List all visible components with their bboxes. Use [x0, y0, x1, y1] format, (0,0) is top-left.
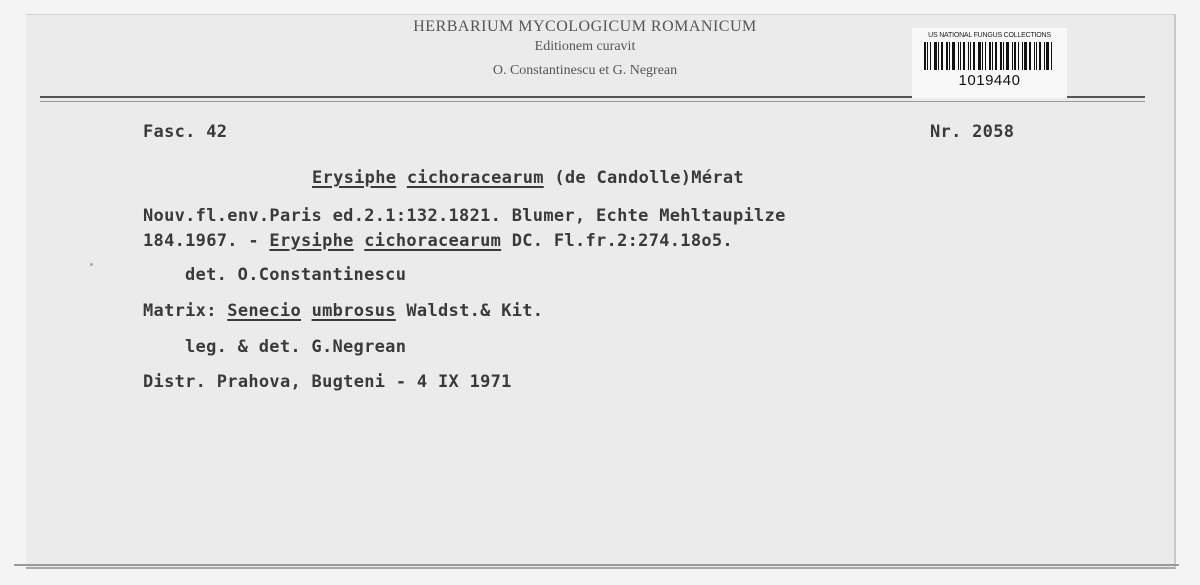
barcode-bar [985, 42, 986, 70]
barcode-bar [960, 42, 961, 70]
reference-suffix: DC. Fl.fr.2:274.18o5. [501, 231, 733, 251]
barcode-bar [934, 42, 937, 70]
barcode-bar [963, 42, 965, 70]
barcode-number: 1019440 [958, 72, 1021, 89]
barcode-bar [941, 42, 943, 70]
barcode-bar [949, 42, 950, 70]
barcode-bar [1034, 42, 1035, 70]
host-genus: Senecio [227, 301, 302, 321]
host-species: umbrosus [311, 301, 396, 321]
barcode-caption: US NATIONAL FUNGUS COLLECTIONS [928, 32, 1051, 39]
locality: Distr. Prahova, Bugteni - 4 IX 1971 [143, 372, 512, 392]
barcode-bar [930, 42, 931, 70]
barcode-bar [946, 42, 948, 70]
barcode-bar [1018, 42, 1019, 70]
barcode-bar [1003, 42, 1004, 70]
barcode-bar [970, 42, 971, 70]
barcode-bar [982, 42, 983, 70]
barcode-bar [1006, 42, 1009, 70]
barcode-bar [1036, 42, 1037, 70]
specimen-number: Nr. 2058 [930, 122, 1015, 142]
barcode-bar [989, 42, 991, 70]
fascicle-number: Fasc. 42 [143, 122, 228, 142]
barcode-bar [995, 42, 997, 70]
barcode-bar [958, 42, 959, 70]
barcode-bar [1044, 42, 1045, 70]
barcode-bar [1024, 42, 1027, 70]
barcode-bar [927, 42, 928, 70]
taxon-author: (de Candolle)Mérat [554, 168, 744, 188]
barcode-bar [968, 42, 969, 70]
collector: leg. & det. G.Negrean [185, 337, 407, 357]
barcode-bar [952, 42, 955, 70]
barcode-bar [1022, 42, 1023, 70]
barcode-label [912, 28, 1067, 98]
barcode-bar [1014, 42, 1016, 70]
taxon-name [312, 168, 744, 188]
barcode-icon [925, 42, 1055, 70]
taxon-genus: Erysiphe [312, 168, 397, 188]
barcode-bar [1029, 42, 1031, 70]
barcode-bar [1051, 42, 1052, 70]
synonym-genus: Erysiphe [269, 231, 354, 251]
barcode-bar [973, 42, 975, 70]
barcode-bar [1000, 42, 1002, 70]
barcode-bar [1039, 42, 1041, 70]
taxon-species: cichoracearum [406, 168, 544, 188]
label-header [380, 18, 790, 84]
herbarium-title: HERBARIUM MYCOLOGICUM ROMANICUM [413, 18, 757, 35]
barcode-bar [992, 42, 993, 70]
barcode-bar [924, 42, 926, 70]
reference-line-1: Nouv.fl.env.Paris ed.2.1:132.1821. Blumer, Echte Mehltaupilze [143, 206, 786, 226]
header-rule-thin [40, 101, 1145, 102]
editors-line: O. Constantinescu et G. Negrean [492, 63, 678, 78]
edition-subtitle: Editionem curavit [534, 39, 636, 54]
reference-prefix: 184.1967. - [143, 231, 270, 251]
synonym-species: cichoracearum [364, 231, 502, 251]
barcode-bar [1046, 42, 1049, 70]
card-edge [14, 564, 1179, 566]
barcode-bar [938, 42, 939, 70]
matrix-line [143, 301, 543, 321]
host-author: Waldst.& Kit. [395, 301, 544, 321]
barcode-bar [1012, 42, 1013, 70]
determiner: det. O.Constantinescu [185, 265, 407, 285]
reference-line-2 [143, 231, 733, 251]
barcode-bar [978, 42, 981, 70]
matrix-label: Matrix: [143, 301, 228, 321]
paper-speck [90, 263, 93, 266]
